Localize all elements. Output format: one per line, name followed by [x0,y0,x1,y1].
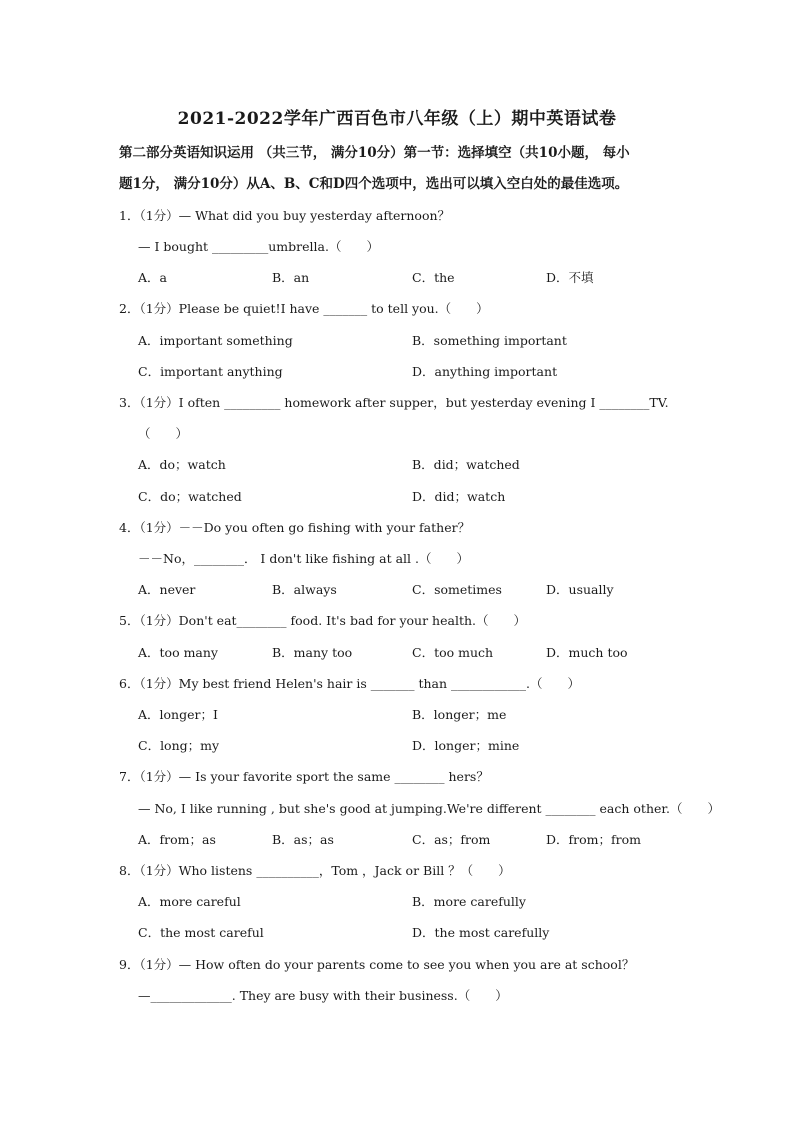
question-2-stem: 2．（1分）Please be quiet!I have _______ to tell you.（ ） [119,301,489,316]
question-8-stem: 8．（1分）Who listens __________，Tom ，Jack or Bill ？（ ） [119,863,511,878]
question-4-option-b[interactable]: B．always [272,582,337,597]
page-title: 2021-2022学年广西百色市八年级（上）期中英语试卷 [177,109,617,129]
question-9-stem: 9．（1分）— How often do your parents come to see you when you are at school？ [119,957,635,972]
question-1-option-c[interactable]: C．the [412,270,455,285]
question-5-option-b[interactable]: B．many too [272,645,353,660]
question-3-option-b[interactable]: B．did；watched [412,457,520,472]
question-4-stem-2: －－No，________． I don't like fishing at all .（ ） [138,551,469,566]
question-5-option-c[interactable]: C．too much [412,645,494,660]
question-5-stem: 5．（1分）Don't eat________ food. It's bad for your health.（ ） [119,613,527,628]
question-1-option-b[interactable]: B．an [272,270,310,285]
question-4-option-a[interactable]: A．never [138,582,196,597]
question-6-option-a[interactable]: A．longer；I [138,707,218,722]
question-3-stem-2: （ ） [138,426,189,441]
question-3-option-c[interactable]: C．do；watched [138,489,242,504]
question-6-option-d[interactable]: D．longer；mine [412,738,520,753]
question-7-stem-2: — No, I like running , but she's good at jumping.We're different ________ each other.（ ） [138,801,720,816]
question-5-option-a[interactable]: A．too many [138,645,218,660]
question-9-stem-2: —_____________. They are busy with their business.（ ） [138,988,508,1003]
question-4-option-c[interactable]: C．sometimes [412,582,502,597]
question-3-option-a[interactable]: A．do；watch [138,457,226,472]
question-6-option-b[interactable]: B．longer；me [412,707,507,722]
question-7-option-c[interactable]: C．as；from [412,832,491,847]
section-intro-line-2: 题1分， 满分10分）从A、B、C和D四个选项中，选出可以填入空白处的最佳选项。 [119,176,629,192]
question-8-option-b[interactable]: B．more carefully [412,894,526,909]
question-7-option-b[interactable]: B．as；as [272,832,334,847]
question-7-option-d[interactable]: D．from；from [546,832,641,847]
question-5-option-d[interactable]: D．much too [546,645,628,660]
question-8-option-a[interactable]: A．more careful [138,894,241,909]
question-4-option-d[interactable]: D．usually [546,582,614,597]
question-2-option-b[interactable]: B．something important [412,333,567,348]
question-7-stem: 7．（1分）— Is your favorite sport the same ________ hers？ [119,769,489,784]
question-8-option-d[interactable]: D．the most carefully [412,925,550,940]
question-1-stem: 1．（1分）— What did you buy yesterday afternoon？ [119,208,451,223]
question-2-option-d[interactable]: D．anything important [412,364,558,379]
question-2-option-a[interactable]: A．important something [138,333,293,348]
section-intro-line-1: 第二部分英语知识运用 （共三节， 满分10分）第一节：选择填空（共10小题， 每小 [119,145,630,161]
question-3-stem: 3．（1分）I often _________ homework after supper，but yesterday evening I ________TV. [119,395,669,410]
question-1-option-a[interactable]: A．a [138,270,167,285]
question-1-stem-2: — I bought _________umbrella.（ ） [138,239,379,254]
question-2-option-c[interactable]: C．important anything [138,364,283,379]
question-1-option-d[interactable]: D．不填 [546,270,594,285]
question-6-option-c[interactable]: C．long；my [138,738,220,753]
question-7-option-a[interactable]: A．from；as [138,832,216,847]
question-8-option-c[interactable]: C．the most careful [138,925,264,940]
question-3-option-d[interactable]: D．did；watch [412,489,506,504]
question-6-stem: 6．（1分）My best friend Helen's hair is _______ than ____________.（ ） [119,676,580,691]
question-4-stem: 4．（1分）－－Do you often go fishing with your father？ [119,520,471,535]
